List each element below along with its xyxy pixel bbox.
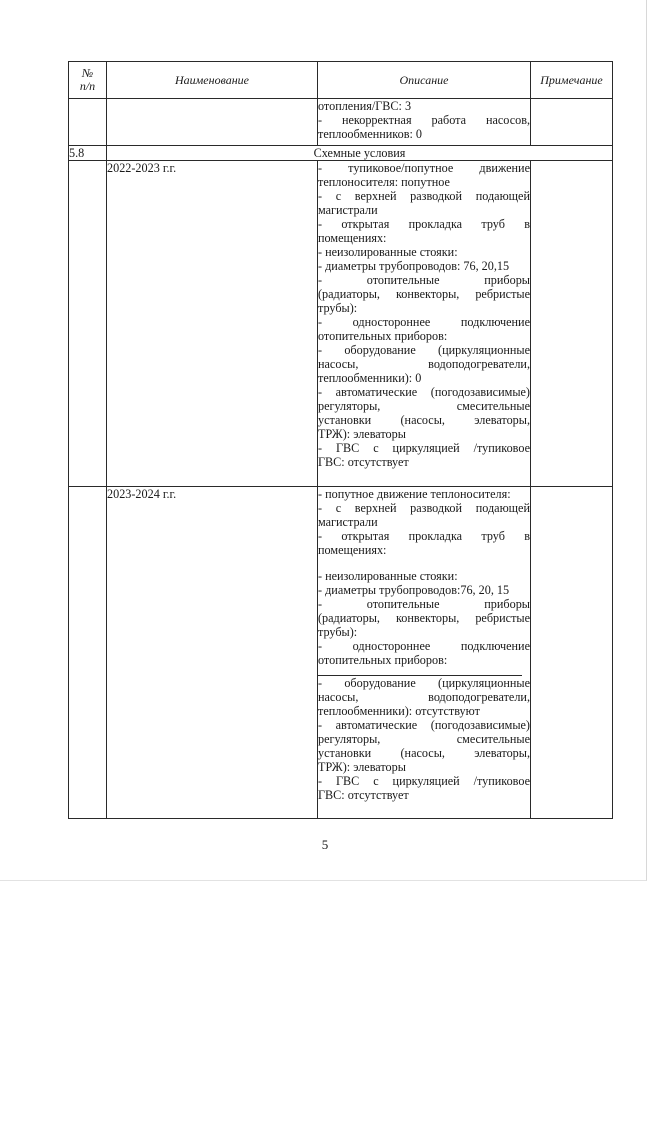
header-number [69, 62, 107, 99]
period-row-2022 [69, 161, 613, 487]
description-line: ГВС: отсутствует [318, 455, 409, 469]
description-line: - попутное движение теплоносителя: [318, 487, 511, 501]
description-line: - отопительные приборы [318, 273, 530, 287]
description-line: - открытая прокладка труб в [318, 529, 530, 543]
continued-number-cell [69, 99, 107, 146]
header-number-symbol: № [81, 66, 94, 80]
description-line: ТРЖ): элеваторы [318, 427, 406, 441]
description-line: - с верхней разводкой подающей [318, 501, 530, 515]
description-line: трубы): [318, 301, 358, 315]
description-line: регуляторы, смесительные [318, 399, 530, 413]
period-name: 2022-2023 г.г. [107, 161, 318, 487]
header-note: Примечание [531, 62, 613, 99]
description-line: - тупиковое/попутное движение [318, 161, 530, 175]
description-line: - ГВС с циркуляцией /тупиковое [318, 774, 530, 788]
continued-row [69, 99, 613, 146]
continued-note-cell [531, 99, 613, 146]
header-description: Описание [318, 62, 531, 99]
description-line: - диаметры трубопроводов:76, 20, 15 [318, 583, 510, 597]
continued-description-cell [318, 99, 531, 146]
description-line: (радиаторы, конвекторы, ребристые [318, 611, 530, 625]
period-description-2022 [318, 161, 531, 487]
description-line: - неизолированные стояки: [318, 569, 458, 583]
continued-name-cell [107, 99, 318, 146]
description-line: - оборудование (циркуляционные [318, 343, 530, 357]
page-number: 5 [321, 837, 329, 852]
section-row [69, 146, 613, 161]
description-line: - неизолированные стояки: [318, 245, 458, 259]
description-line: отопления/ГВС: 3 [318, 99, 412, 113]
description-line: теплообменники): отсутствуют [318, 704, 480, 718]
separator-line [318, 667, 522, 676]
description-line: - некорректная работа насосов, [318, 113, 530, 127]
description-line: насосы, водоподогреватели, [318, 690, 530, 704]
period-name: 2023-2024 г.г. [107, 487, 318, 819]
description-line: - одностороннее подключение [318, 315, 530, 329]
description-line: - ГВС с циркуляцией /тупиковое [318, 441, 530, 455]
period-number-cell [69, 487, 107, 819]
conditions-table [68, 61, 613, 819]
description-line: трубы): [318, 625, 358, 639]
description-line: теплообменники): 0 [318, 371, 422, 385]
description-line: магистрали [318, 515, 378, 529]
description-line: (радиаторы, конвекторы, ребристые [318, 287, 530, 301]
description-line: насосы, водоподогреватели, [318, 357, 530, 371]
description-line: теплоносителя: попутное [318, 175, 450, 189]
description-line: отопительных приборов: [318, 653, 448, 667]
description-line: - оборудование (циркуляционные [318, 676, 530, 690]
description-line: - автоматические (погодозависимые) [318, 385, 530, 399]
description-line: ГВС: отсутствует [318, 788, 409, 802]
description-line: - одностороннее подключение [318, 639, 530, 653]
description-line: теплообменников: 0 [318, 127, 422, 141]
description-line: - диаметры трубопроводов: 76, 20,15 [318, 259, 510, 273]
period-note-cell [531, 487, 613, 819]
description-line: регуляторы, смесительные [318, 732, 530, 746]
description-line: - автоматические (погодозависимые) [318, 718, 530, 732]
header-name: Наименование [107, 62, 318, 99]
section-title: Схемные условия [107, 146, 613, 161]
header-number-abbrev: п/п [79, 79, 96, 93]
blank-line [318, 557, 530, 569]
period-row-2023 [69, 487, 613, 819]
description-line: помещениях: [318, 543, 387, 557]
period-note-cell [531, 161, 613, 487]
description-line: помещениях: [318, 231, 387, 245]
period-number-cell [69, 161, 107, 487]
description-line: отопительных приборов: [318, 329, 448, 343]
description-line: - открытая прокладка труб в [318, 217, 530, 231]
description-line: установки (насосы, элеваторы, [318, 413, 530, 427]
description-line: - с верхней разводкой подающей [318, 189, 530, 203]
table-header-row [69, 62, 613, 99]
section-number: 5.8 [69, 146, 107, 161]
period-description-2023 [318, 487, 531, 819]
description-line: установки (насосы, элеваторы, [318, 746, 530, 760]
description-line: магистрали [318, 203, 378, 217]
description-line: ТРЖ): элеваторы [318, 760, 406, 774]
description-line: - отопительные приборы [318, 597, 530, 611]
